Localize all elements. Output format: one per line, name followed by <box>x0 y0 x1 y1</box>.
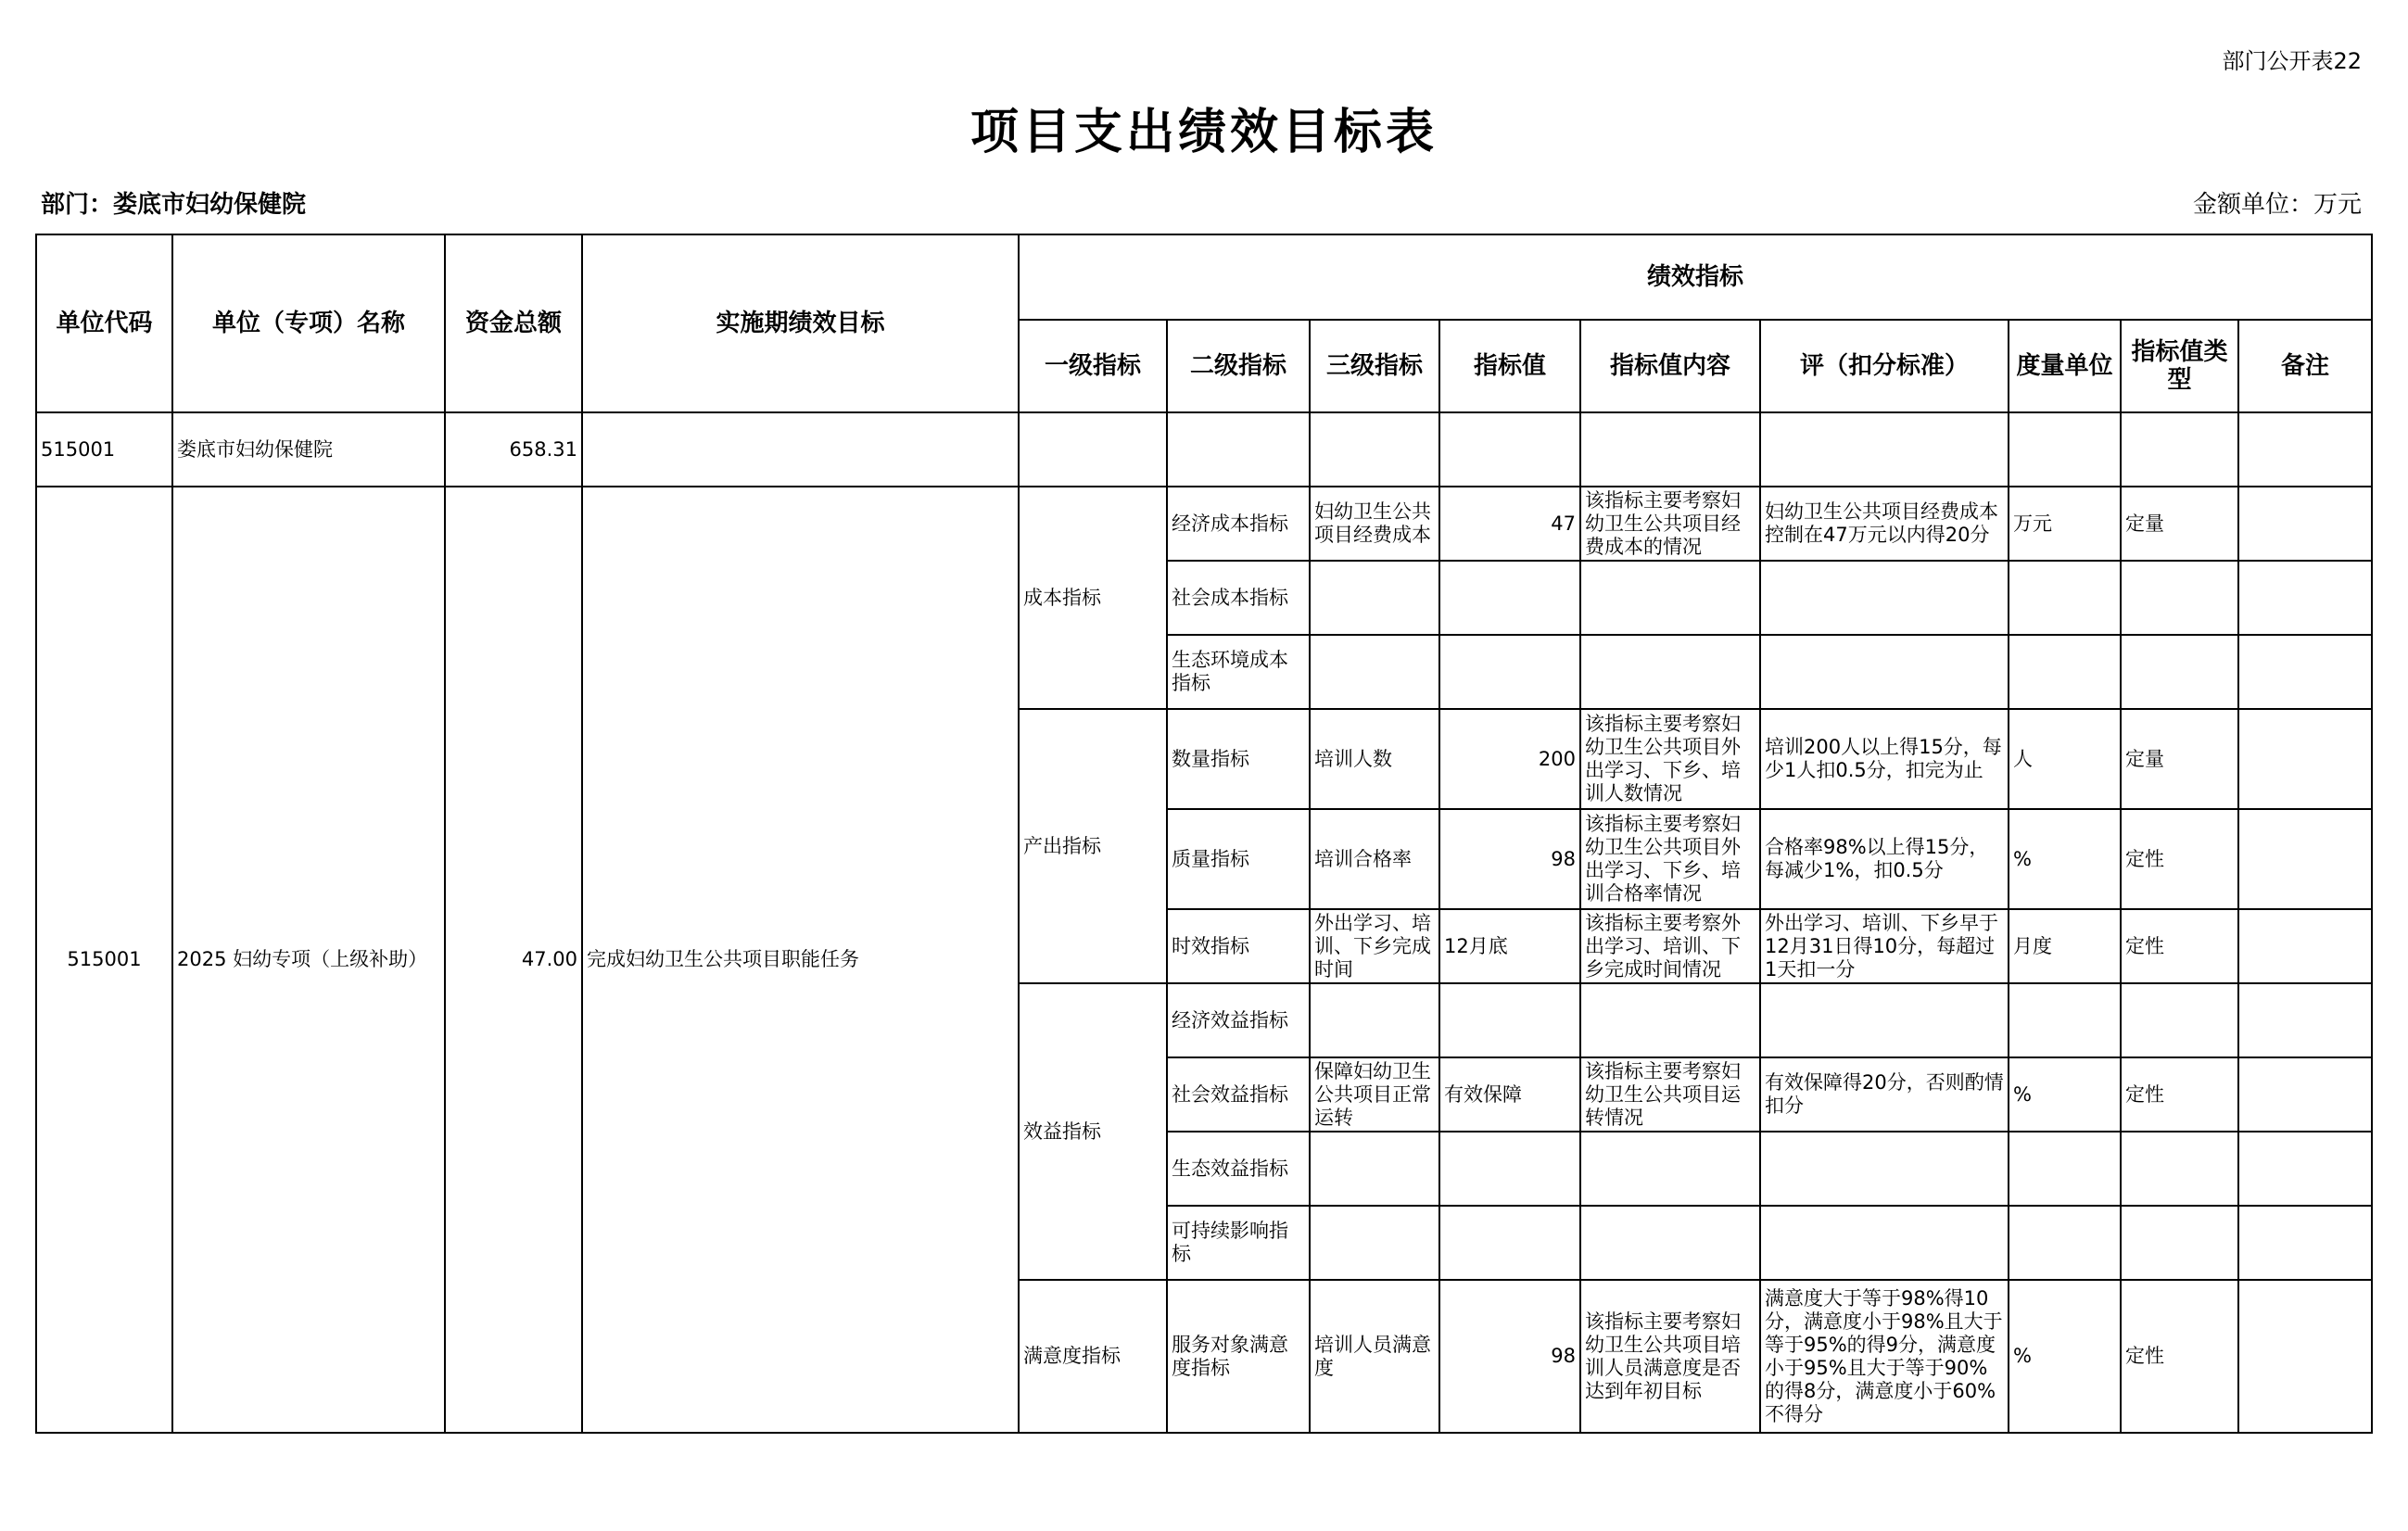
empty-cell <box>1439 412 1580 487</box>
performance-table <box>35 234 2373 1434</box>
remark <box>2238 561 2372 635</box>
level2-indicator: 数量指标 <box>1167 709 1310 809</box>
level2-indicator: 社会成本指标 <box>1167 561 1310 635</box>
scoring-standard: 有效保障得20分，否则酌情扣分 <box>1760 1057 2009 1132</box>
header-remark: 备注 <box>2238 320 2372 412</box>
measure-unit: % <box>2009 809 2121 909</box>
indicator-value: 有效保障 <box>1439 1057 1580 1132</box>
indicator-value: 98 <box>1439 1280 1580 1433</box>
level2-indicator: 服务对象满意度指标 <box>1167 1280 1310 1433</box>
measure-unit <box>2009 1132 2121 1206</box>
level3-indicator <box>1310 561 1439 635</box>
scoring-standard <box>1760 983 2009 1057</box>
empty-cell <box>1167 412 1310 487</box>
indicator-content: 该指标主要考察妇幼卫生公共项目外出学习、下乡、培训合格率情况 <box>1580 809 1760 909</box>
measure-unit: 万元 <box>2009 487 2121 561</box>
value-type: 定量 <box>2121 487 2238 561</box>
scoring-standard: 合格率98%以上得15分，每减少1%，扣0.5分 <box>1760 809 2009 909</box>
remark <box>2238 1057 2372 1132</box>
remark <box>2238 1280 2372 1433</box>
indicator-value <box>1439 983 1580 1057</box>
measure-unit: 人 <box>2009 709 2121 809</box>
remark <box>2238 709 2372 809</box>
remark <box>2238 809 2372 909</box>
level3-indicator <box>1310 1132 1439 1206</box>
value-type <box>2121 983 2238 1057</box>
measure-unit: 月度 <box>2009 909 2121 983</box>
scoring-standard <box>1760 1206 2009 1280</box>
empty-cell <box>1310 412 1439 487</box>
indicator-value <box>1439 561 1580 635</box>
empty-cell <box>2238 412 2372 487</box>
value-type: 定性 <box>2121 1280 2238 1433</box>
form-number: 部门公开表22 <box>2222 48 2362 74</box>
header-performance: 绩效指标 <box>1019 234 2372 320</box>
header-standard: 评（扣分标准） <box>1760 320 2009 412</box>
measure-unit: % <box>2009 1280 2121 1433</box>
level3-indicator: 培训人员满意度 <box>1310 1280 1439 1433</box>
value-type: 定性 <box>2121 1057 2238 1132</box>
indicator-content: 该指标主要考察妇幼卫生公共项目外出学习、下乡、培训人数情况 <box>1580 709 1760 809</box>
level1-indicator: 成本指标 <box>1019 487 1167 709</box>
indicator-content: 该指标主要考察妇幼卫生公共项目培训人员满意度是否达到年初目标 <box>1580 1280 1760 1433</box>
indicator-content: 该指标主要考察妇幼卫生公共项目经费成本的情况 <box>1580 487 1760 561</box>
empty-cell <box>2121 412 2238 487</box>
indicator-value: 47 <box>1439 487 1580 561</box>
value-type <box>2121 561 2238 635</box>
indicator-content <box>1580 1132 1760 1206</box>
measure-unit: % <box>2009 1057 2121 1132</box>
empty-cell <box>1760 412 2009 487</box>
scoring-standard <box>1760 561 2009 635</box>
project-code: 515001 <box>36 487 172 1433</box>
empty-cell <box>582 412 1019 487</box>
summary-name: 娄底市妇幼保健院 <box>172 412 445 487</box>
indicator-content <box>1580 561 1760 635</box>
value-type <box>2121 635 2238 709</box>
level2-indicator: 社会效益指标 <box>1167 1057 1310 1132</box>
project-goal: 完成妇幼卫生公共项目职能任务 <box>582 487 1019 1433</box>
indicator-value <box>1439 635 1580 709</box>
remark <box>2238 487 2372 561</box>
empty-cell <box>1580 412 1760 487</box>
header-value: 指标值 <box>1439 320 1580 412</box>
remark <box>2238 1206 2372 1280</box>
level3-indicator <box>1310 635 1439 709</box>
scoring-standard: 妇幼卫生公共项目经费成本控制在47万元以内得20分 <box>1760 487 2009 561</box>
indicator-value: 12月底 <box>1439 909 1580 983</box>
level2-indicator: 经济成本指标 <box>1167 487 1310 561</box>
header-name: 单位（专项）名称 <box>172 234 445 412</box>
measure-unit <box>2009 635 2121 709</box>
department-label: 部门：娄底市妇幼保健院 <box>41 191 307 219</box>
value-type <box>2121 1206 2238 1280</box>
level3-indicator: 外出学习、培训、下乡完成时间 <box>1310 909 1439 983</box>
summary-code: 515001 <box>36 412 172 487</box>
project-total: 47.00 <box>445 487 582 1433</box>
value-type: 定性 <box>2121 909 2238 983</box>
header-total: 资金总额 <box>445 234 582 412</box>
indicator-content: 该指标主要考察外出学习、培训、下乡完成时间情况 <box>1580 909 1760 983</box>
indicator-value: 200 <box>1439 709 1580 809</box>
page-title: 项目支出绩效目标表 <box>970 105 1438 160</box>
remark <box>2238 635 2372 709</box>
indicator-content: 该指标主要考察妇幼卫生公共项目运转情况 <box>1580 1057 1760 1132</box>
scoring-standard: 外出学习、培训、下乡早于12月31日得10分，每超过1天扣一分 <box>1760 909 2009 983</box>
indicator-content <box>1580 1206 1760 1280</box>
header-level1: 一级指标 <box>1019 320 1167 412</box>
header-value-type: 指标值类型 <box>2121 320 2238 412</box>
measure-unit <box>2009 561 2121 635</box>
level1-indicator: 满意度指标 <box>1019 1280 1167 1433</box>
indicator-value <box>1439 1132 1580 1206</box>
level3-indicator: 培训合格率 <box>1310 809 1439 909</box>
indicator-value: 98 <box>1439 809 1580 909</box>
level1-indicator: 效益指标 <box>1019 983 1167 1280</box>
summary-row <box>36 412 2372 487</box>
level2-indicator: 时效指标 <box>1167 909 1310 983</box>
header-level2: 二级指标 <box>1167 320 1310 412</box>
scoring-standard: 满意度大于等于98%得10分，满意度小于98%且大于等于95%的得9分，满意度小于95%且大于等于90%的得8分，满意度小于60%不得分 <box>1760 1280 2009 1433</box>
summary-total: 658.31 <box>445 412 582 487</box>
empty-cell <box>2009 412 2121 487</box>
project-name: 2025 妇幼专项（上级补助） <box>172 487 445 1433</box>
header-measure: 度量单位 <box>2009 320 2121 412</box>
value-type <box>2121 1132 2238 1206</box>
indicator-content <box>1580 635 1760 709</box>
header-goal: 实施期绩效目标 <box>582 234 1019 412</box>
scoring-standard: 培训200人以上得15分，每少1人扣0.5分，扣完为止 <box>1760 709 2009 809</box>
header-level3: 三级指标 <box>1310 320 1439 412</box>
level2-indicator: 生态环境成本指标 <box>1167 635 1310 709</box>
indicator-row <box>36 487 2372 561</box>
scoring-standard <box>1760 635 2009 709</box>
scoring-standard <box>1760 1132 2009 1206</box>
level2-indicator: 经济效益指标 <box>1167 983 1310 1057</box>
header-content: 指标值内容 <box>1580 320 1760 412</box>
level3-indicator: 妇幼卫生公共项目经费成本 <box>1310 487 1439 561</box>
empty-cell <box>1019 412 1167 487</box>
level2-indicator: 质量指标 <box>1167 809 1310 909</box>
indicator-value <box>1439 1206 1580 1280</box>
level3-indicator <box>1310 1206 1439 1280</box>
measure-unit <box>2009 1206 2121 1280</box>
level2-indicator: 生态效益指标 <box>1167 1132 1310 1206</box>
remark <box>2238 1132 2372 1206</box>
measure-unit <box>2009 983 2121 1057</box>
level2-indicator: 可持续影响指标 <box>1167 1206 1310 1280</box>
remark <box>2238 909 2372 983</box>
indicator-content <box>1580 983 1760 1057</box>
level1-indicator: 产出指标 <box>1019 709 1167 983</box>
level3-indicator: 培训人数 <box>1310 709 1439 809</box>
level3-indicator: 保障妇幼卫生公共项目正常运转 <box>1310 1057 1439 1132</box>
header-code: 单位代码 <box>36 234 172 412</box>
value-type: 定性 <box>2121 809 2238 909</box>
remark <box>2238 983 2372 1057</box>
amount-unit-label: 金额单位：万元 <box>2192 191 2362 219</box>
level3-indicator <box>1310 983 1439 1057</box>
value-type: 定量 <box>2121 709 2238 809</box>
